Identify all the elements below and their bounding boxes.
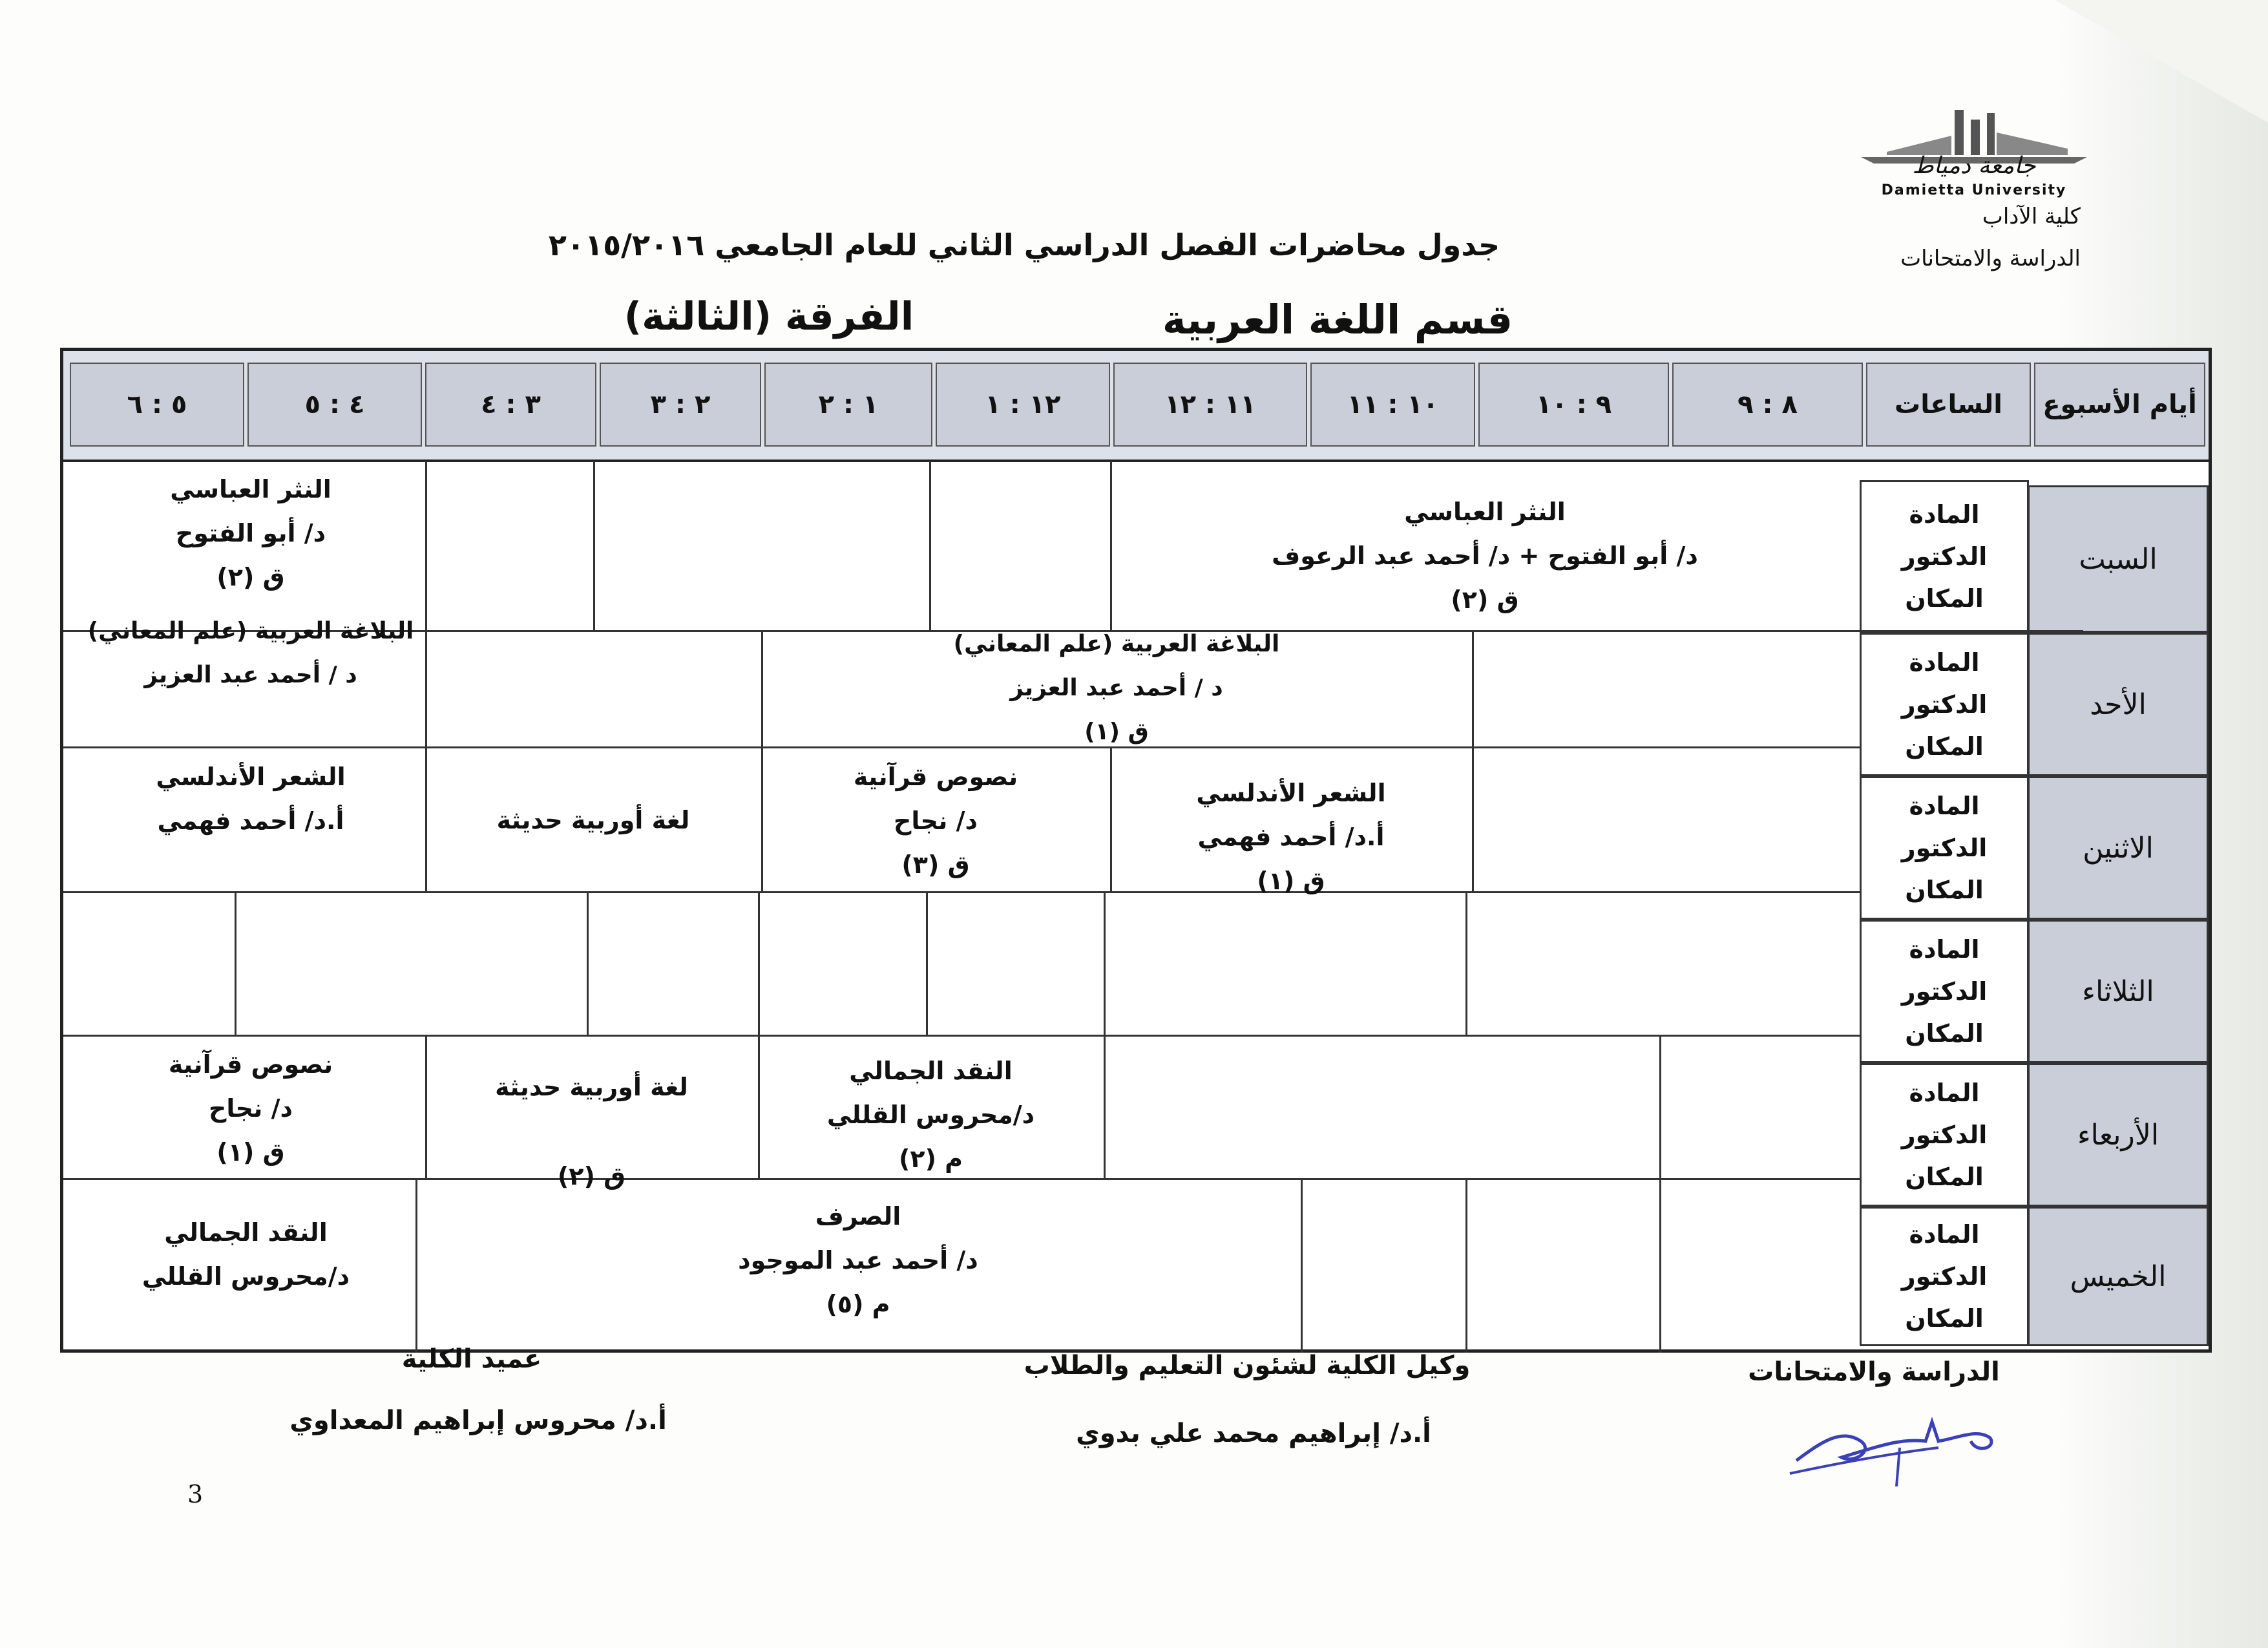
label-place: المكان bbox=[1905, 1304, 1984, 1333]
label-subject: المادة bbox=[1909, 791, 1980, 820]
entry-place: ق (١) bbox=[1257, 867, 1325, 895]
label-subject: المادة bbox=[1909, 935, 1980, 964]
entry-doctor: د/ نجاح bbox=[209, 1094, 293, 1123]
day-wednesday: الأربعاء bbox=[2028, 1063, 2209, 1207]
cell-divider bbox=[929, 461, 931, 630]
entry-subject: الصرف bbox=[815, 1202, 901, 1231]
entry-place: ق (١) bbox=[1084, 719, 1149, 745]
day-column-header: أيام الأسبوع bbox=[2034, 363, 2205, 447]
time-slot-header: ١١ : ١٢ bbox=[1113, 363, 1307, 447]
university-name-arabic: جامعة دمياط bbox=[1912, 153, 2036, 179]
page-number: 3 bbox=[187, 1480, 204, 1508]
vice-dean-name: أ.د/ إبراهيم محمد علي بدوي bbox=[1076, 1419, 1431, 1448]
cell-divider bbox=[926, 891, 928, 1035]
entry-thursday-afternoon bbox=[415, 1194, 1301, 1326]
label-doctor: الدكتور bbox=[1901, 833, 1988, 862]
label-place: المكان bbox=[1905, 732, 1984, 761]
entry-saturday-morning bbox=[1110, 490, 1860, 622]
cell-divider bbox=[1465, 891, 1467, 1035]
vice-dean-title: وكيل الكلية لشئون التعليم والطلاب bbox=[1024, 1351, 1471, 1380]
cell-divider bbox=[1301, 1178, 1303, 1353]
label-subject: المادة bbox=[1909, 1078, 1980, 1107]
cell-divider bbox=[1472, 630, 1474, 746]
entry-subject: الشعر الأندلسي bbox=[1196, 779, 1386, 807]
cell-divider bbox=[593, 461, 595, 630]
entry-monday-afternoon bbox=[761, 755, 1110, 887]
day-thursday: الخميس bbox=[2028, 1207, 2209, 1346]
faculty-name: كلية الآداب bbox=[1982, 204, 2081, 229]
entry-doctor: د/ أبو الفتوح bbox=[175, 519, 326, 547]
label-doctor: الدكتور bbox=[1901, 977, 1988, 1006]
entry-doctor: د/ أحمد عبد الموجود bbox=[738, 1246, 978, 1274]
time-slot-header: ٢ : ٣ bbox=[600, 363, 761, 447]
label-place: المكان bbox=[1905, 1162, 1984, 1191]
office-name: الدراسة والامتحانات bbox=[1900, 246, 2081, 271]
hours-column-header: الساعات bbox=[1866, 363, 2031, 447]
entry-doctor: أ.د/ أحمد فهمي bbox=[157, 807, 344, 835]
entry-subject: لغة أوربية حديثة bbox=[496, 806, 690, 834]
day-monday: الاثنين bbox=[2028, 776, 2209, 920]
entry-thursday-evening bbox=[76, 1210, 415, 1298]
entry-place: ق (٢) bbox=[216, 563, 285, 591]
office-signature-title: الدراسة والامتحانات bbox=[1748, 1357, 2000, 1387]
row-divider bbox=[63, 1035, 1860, 1037]
entry-sunday-afternoon bbox=[761, 622, 1472, 754]
entry-place: م (٥) bbox=[826, 1290, 890, 1318]
entry-subject: النثر العباسي bbox=[170, 475, 331, 503]
cell-divider bbox=[425, 461, 427, 630]
cell-divider bbox=[1104, 1035, 1106, 1178]
entry-place: ق (١) bbox=[216, 1138, 285, 1167]
row-divider bbox=[63, 891, 1860, 893]
entry-saturday-evening bbox=[76, 467, 425, 599]
time-slot-header: ٤ : ٥ bbox=[247, 363, 422, 447]
entry-doctor: د/ نجاح bbox=[894, 807, 978, 835]
level-title: الفرقة (الثالثة) bbox=[624, 294, 914, 339]
entry-subject: لغة أوربية حديثة bbox=[495, 1073, 688, 1101]
entry-doctor: د / أحمد عبد العزيز bbox=[1010, 675, 1223, 701]
cell-divider bbox=[1104, 891, 1106, 1035]
entry-place: ق (٢) bbox=[1451, 586, 1519, 614]
entry-subject: البلاغة العربية (علم المعاني) bbox=[87, 618, 414, 644]
row-labels bbox=[1860, 480, 2029, 633]
entry-place: م (٢) bbox=[898, 1145, 963, 1173]
cell-divider bbox=[1659, 1178, 1661, 1353]
dean-name: أ.د/ محروس إبراهيم المعداوي bbox=[289, 1406, 667, 1435]
entry-wednesday-afternoon bbox=[758, 1049, 1104, 1181]
entry-doctor: د/ أبو الفتوح + د/ أحمد عبد الرعوف bbox=[1272, 542, 1698, 570]
label-doctor: الدكتور bbox=[1901, 690, 1988, 719]
label-doctor: الدكتور bbox=[1901, 1262, 1988, 1291]
time-slot-header: ١ : ٢ bbox=[764, 363, 932, 447]
cell-divider bbox=[587, 891, 589, 1035]
handwritten-signature bbox=[1783, 1402, 2029, 1493]
row-labels bbox=[1860, 920, 2029, 1063]
cell-divider bbox=[758, 891, 760, 1035]
entry-monday-late bbox=[425, 798, 761, 842]
label-place: المكان bbox=[1905, 584, 1984, 613]
cell-divider bbox=[1472, 746, 1474, 891]
entry-subject: الشعر الأندلسي bbox=[156, 763, 346, 791]
time-slot-header: ١٢ : ١ bbox=[936, 363, 1110, 447]
label-subject: المادة bbox=[1909, 500, 1980, 529]
time-slot-header: ٩ : ١٠ bbox=[1478, 363, 1669, 447]
label-place: المكان bbox=[1905, 875, 1984, 904]
row-labels bbox=[1860, 1063, 2029, 1207]
schedule-table bbox=[60, 348, 2212, 1353]
label-subject: المادة bbox=[1909, 648, 1980, 677]
entry-subject: النقد الجمالي bbox=[164, 1218, 328, 1247]
entry-place: ق (٣) bbox=[901, 850, 970, 879]
entry-place: ق (٢) bbox=[557, 1162, 626, 1190]
label-place: المكان bbox=[1905, 1019, 1984, 1048]
entry-monday-noon bbox=[1110, 771, 1472, 903]
dean-title: عميد الكلية bbox=[401, 1344, 542, 1374]
label-subject: المادة bbox=[1909, 1220, 1980, 1249]
entry-subject: النثر العباسي bbox=[1404, 498, 1566, 526]
page-title: جدول محاضرات الفصل الدراسي الثاني للعام الجامعي ٢٠١٥/٢٠١٦ bbox=[548, 227, 1500, 262]
day-tuesday: الثلاثاء bbox=[2028, 920, 2209, 1063]
cell-divider bbox=[1465, 1178, 1467, 1353]
university-name-english: Damietta University bbox=[1881, 182, 2067, 198]
label-doctor: الدكتور bbox=[1901, 542, 1988, 571]
entry-doctor: أ.د/ أحمد فهمي bbox=[1197, 823, 1385, 851]
entry-wednesday-evening bbox=[76, 1042, 425, 1174]
label-doctor: الدكتور bbox=[1901, 1120, 1988, 1149]
entry-subject: النقد الجمالي bbox=[849, 1057, 1013, 1085]
row-labels bbox=[1860, 1207, 2029, 1346]
entry-subject: نصوص قرآنية bbox=[168, 1050, 333, 1079]
entry-subject: البلاغة العربية (علم المعاني) bbox=[953, 631, 1280, 657]
entry-monday-evening bbox=[76, 755, 425, 843]
row-labels bbox=[1860, 633, 2029, 776]
day-saturday: السبت bbox=[2028, 485, 2209, 633]
section-title: قسم اللغة العربية bbox=[1162, 296, 1513, 343]
entry-doctor: د / أحمد عبد العزيز bbox=[144, 662, 357, 688]
time-slot-header: ١٠ : ١١ bbox=[1310, 363, 1475, 447]
day-sunday: الأحد bbox=[2028, 633, 2209, 776]
time-slot-header: ٥ : ٦ bbox=[70, 363, 244, 447]
entry-doctor: د/محروس القللي bbox=[826, 1101, 1035, 1129]
row-labels bbox=[1860, 776, 2029, 920]
entry-subject: نصوص قرآنية bbox=[853, 763, 1018, 791]
cell-divider bbox=[425, 630, 427, 746]
entry-sunday-evening bbox=[76, 609, 425, 697]
entry-doctor: د/محروس القللي bbox=[142, 1262, 350, 1291]
time-slot-header: ٣ : ٤ bbox=[425, 363, 596, 447]
cell-divider bbox=[235, 891, 236, 1035]
cell-divider bbox=[1659, 1035, 1661, 1178]
time-slot-header: ٨ : ٩ bbox=[1672, 363, 1863, 447]
